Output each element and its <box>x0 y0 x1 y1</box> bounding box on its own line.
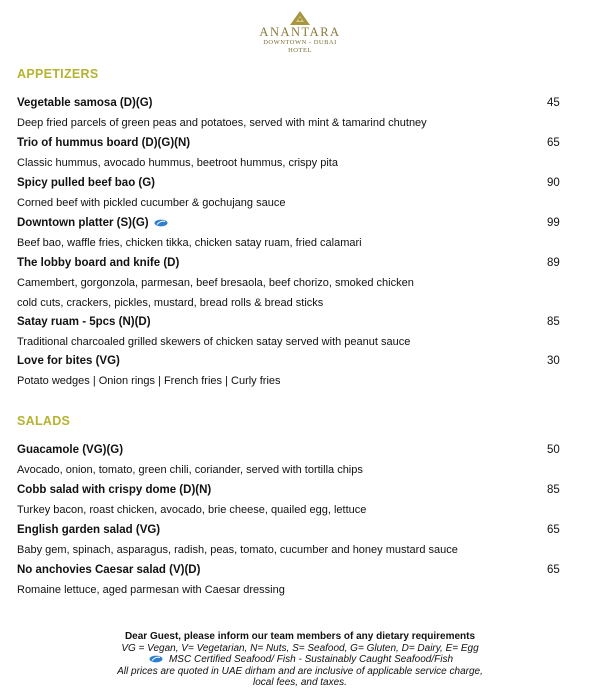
prices-notice-line2: local fees, and taxes. <box>253 677 347 688</box>
brand-subtitle-line2: HOTEL <box>288 47 312 54</box>
msc-certified-fish-icon <box>149 655 163 663</box>
item-name: Cobb salad with crispy dome (D)(N) <box>17 484 212 496</box>
item-description: Avocado, onion, tomato, green chili, coriander, served with tortilla chips <box>17 464 363 476</box>
anantara-emblem-icon <box>289 10 311 26</box>
item-description: Camembert, gorgonzola, parmesan, beef bresaola, beef chorizo, smoked chicken <box>17 277 414 289</box>
item-description: Corned beef with pickled cucumber & gochujang sauce <box>17 197 286 209</box>
item-name: No anchovies Caesar salad (V)(D) <box>17 564 201 576</box>
item-name: English garden salad (VG) <box>17 524 161 536</box>
item-description: cold cuts, crackers, pickles, mustard, bread rolls & bread sticks <box>17 297 324 309</box>
msc-legend-row <box>0 654 600 666</box>
menu-item <box>17 354 567 391</box>
menu-item <box>17 176 567 213</box>
menu-item <box>17 136 567 173</box>
item-name: Guacamole (VG)(G) <box>17 444 124 456</box>
item-name: Spicy pulled beef bao (G) <box>17 177 156 189</box>
item-price: 30 <box>547 355 560 367</box>
menu-footer <box>0 631 600 689</box>
item-name-row <box>17 216 567 230</box>
item-price: 65 <box>547 564 560 576</box>
item-description: Potato wedges | Onion rings | French fries | Curly fries <box>17 375 281 387</box>
item-name: Vegetable samosa (D)(G) <box>17 97 153 109</box>
menu-item <box>17 315 567 352</box>
item-price: 85 <box>547 484 560 496</box>
msc-legend: MSC Certified Seafood/ Fish - Sustainably Caught Seafood/Fish <box>168 654 454 665</box>
menu-item <box>17 523 567 560</box>
item-name: Satay ruam - 5pcs (N)(D) <box>17 316 151 328</box>
brand-name: ANANTARA <box>259 25 341 39</box>
item-description: Deep fried parcels of green peas and potatoes, served with mint & tamarind chutney <box>17 117 427 129</box>
item-price: 50 <box>547 444 560 456</box>
menu-item <box>17 216 567 253</box>
item-price: 85 <box>547 316 560 328</box>
menu-item <box>17 563 567 600</box>
item-price: 89 <box>547 257 560 269</box>
section-title-salads: SALADS <box>17 414 71 428</box>
item-description: Traditional charcoaled grilled skewers of chicken satay served with peanut sauce <box>17 336 411 348</box>
item-description: Baby gem, spinach, asparagus, radish, peas, tomato, cucumber and honey mustard sauce <box>17 544 458 556</box>
item-description: Turkey bacon, roast chicken, avocado, brie cheese, quailed egg, lettuce <box>17 504 367 516</box>
item-price: 90 <box>547 177 560 189</box>
item-name: Love for bites (VG) <box>17 355 120 367</box>
prices-notice-line1: All prices are quoted in UAE dirham and are inclusive of applicable service charge, <box>117 665 483 677</box>
item-price: 65 <box>547 524 560 536</box>
menu-item <box>17 483 567 520</box>
dietary-notice: Dear Guest, please inform our team members of any dietary requirements <box>124 631 476 642</box>
item-name: Trio of hummus board (D)(G)(N) <box>17 137 191 149</box>
item-description: Romaine lettuce, aged parmesan with Caesar dressing <box>17 584 285 596</box>
menu-item <box>17 256 567 313</box>
brand-subtitle-line1: DOWNTOWN - DUBAI <box>263 39 337 46</box>
item-description: Beef bao, waffle fries, chicken tikka, chicken satay ruam, fried calamari <box>17 237 362 249</box>
section-title-appetizers: APPETIZERS <box>17 67 99 81</box>
item-price: 65 <box>547 137 560 149</box>
item-name: The lobby board and knife (D) <box>17 257 180 269</box>
menu-item <box>17 96 567 133</box>
item-description: Classic hummus, avocado hummus, beetroot hummus, crispy pita <box>17 157 338 169</box>
allergen-legend: VG = Vegan, V= Vegetarian, N= Nuts, S= Seafood, G= Gluten, D= Dairy, E= Egg <box>121 642 479 654</box>
menu-item <box>17 443 567 480</box>
item-name: Downtown platter (S)(G) <box>17 217 149 229</box>
msc-certified-fish-icon <box>154 219 168 227</box>
item-price: 99 <box>547 217 560 229</box>
hotel-logo <box>0 10 600 55</box>
item-price: 45 <box>547 97 560 109</box>
